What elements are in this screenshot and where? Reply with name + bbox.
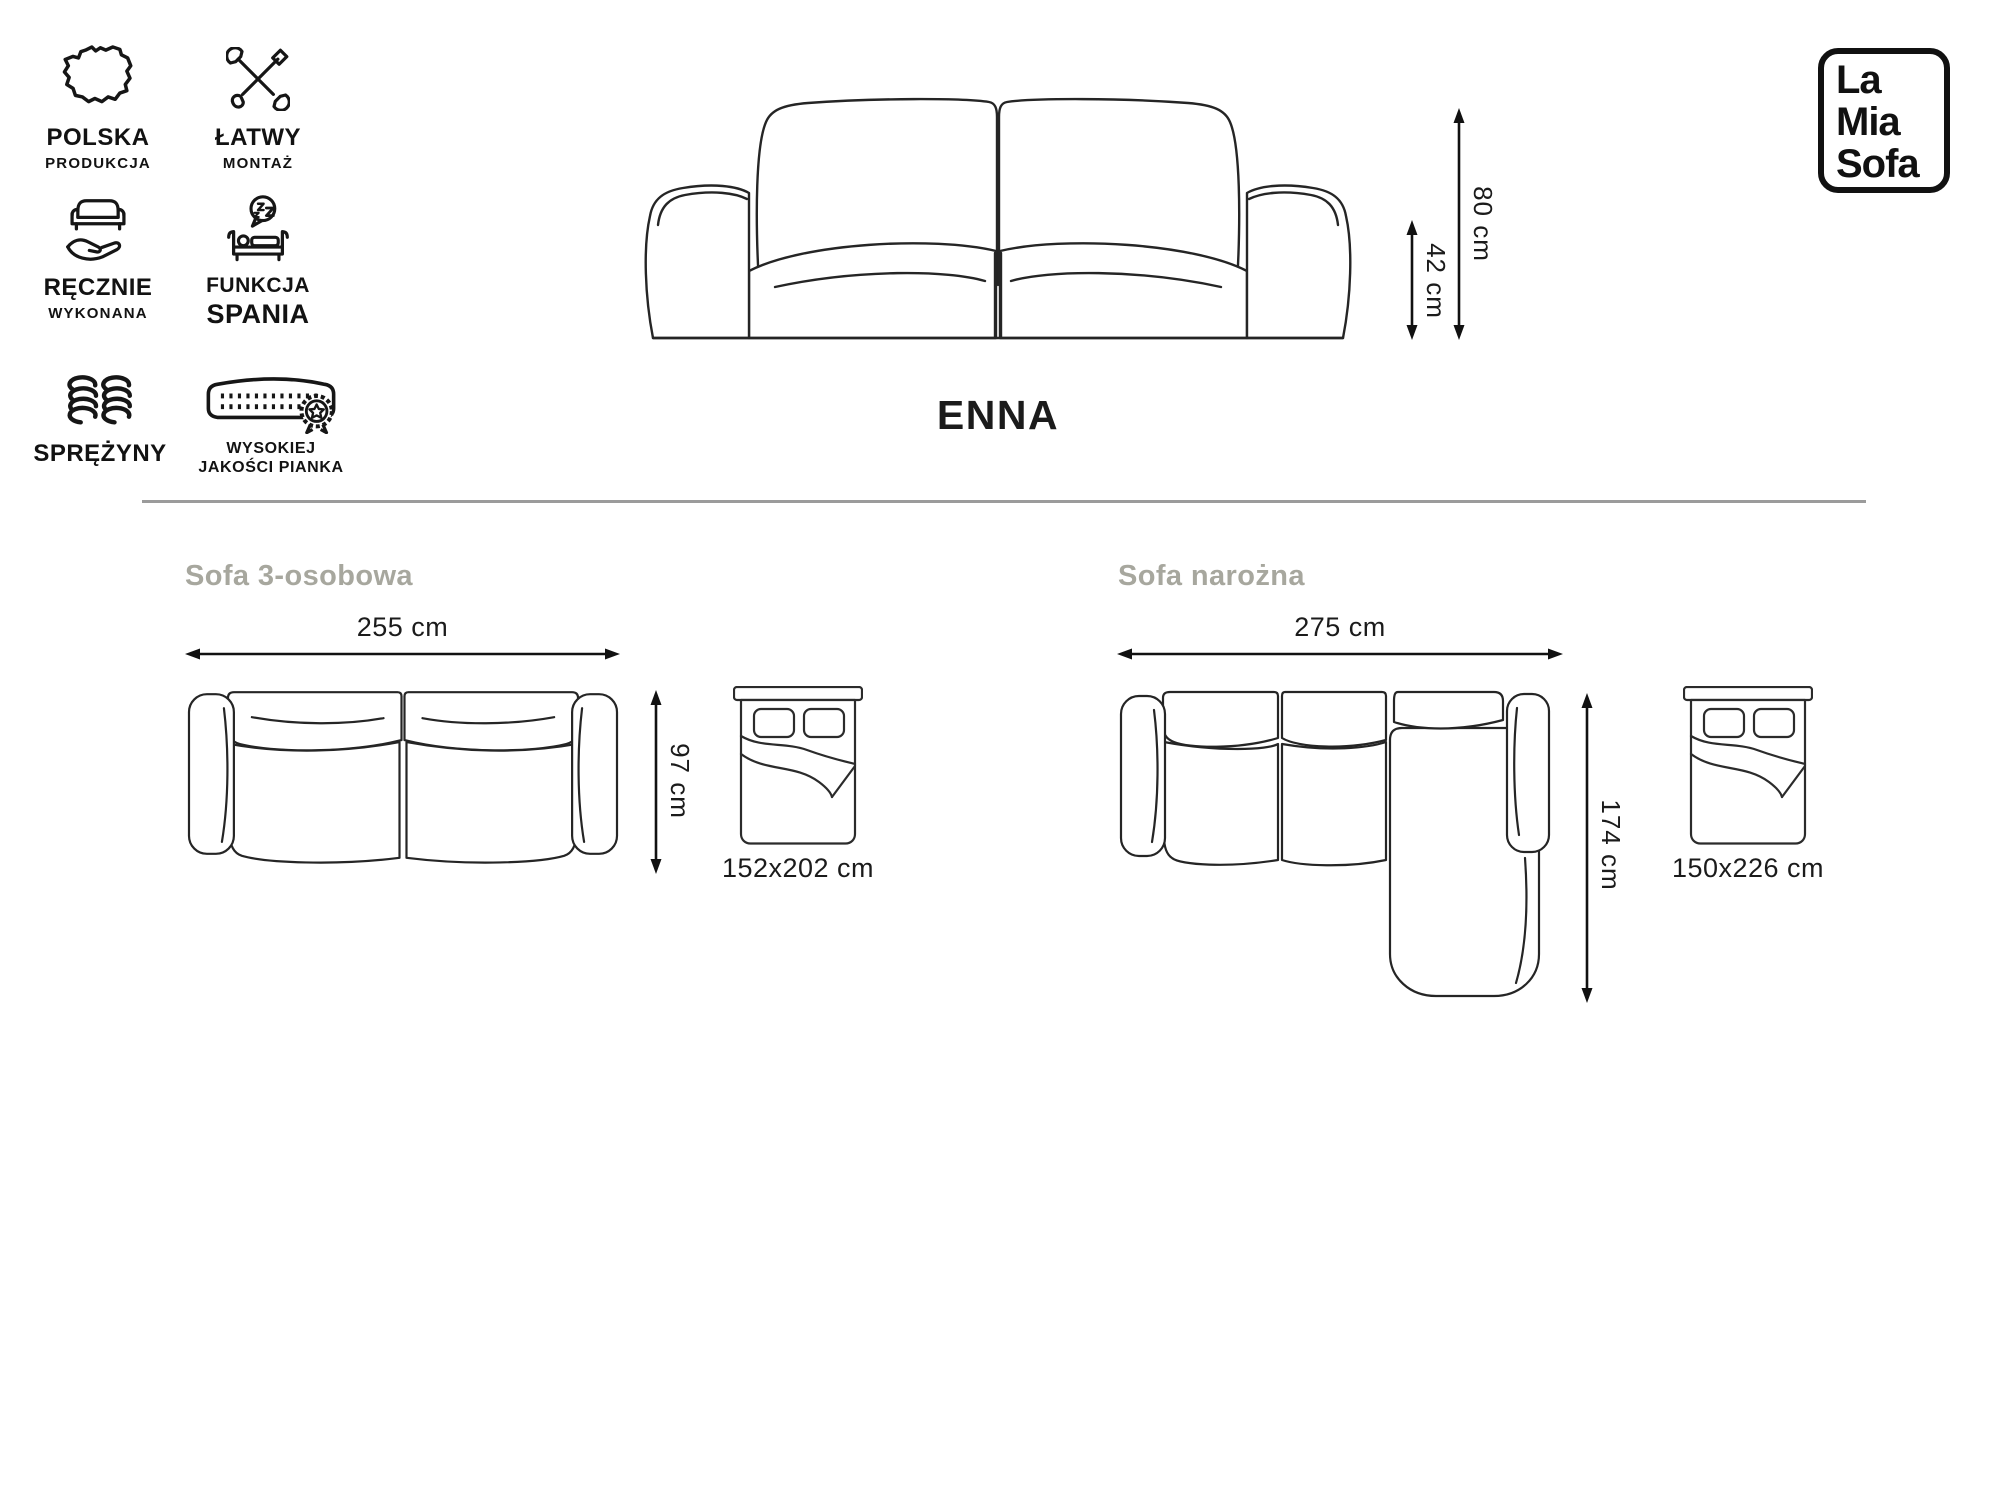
- sofa-hand-icon: [61, 194, 135, 268]
- seat-height-arrow: [1404, 220, 1420, 340]
- bed-size-label-corner: 150x226 cm: [1671, 853, 1825, 883]
- feature-label-primary: FUNKCJA: [206, 274, 310, 297]
- feature-label-primary: WYSOKIEJ: [226, 440, 316, 457]
- product-title: ENNA: [936, 392, 1060, 438]
- feature-recznie-wykonana: [8, 194, 188, 323]
- feature-latwy-montaz: [170, 40, 346, 173]
- sofa-front-view-drawing: [633, 85, 1363, 347]
- corner-sofa-top-view-drawing: [1118, 690, 1565, 1002]
- corner-width-label: 275 cm: [1294, 612, 1386, 642]
- section-divider: [142, 500, 1866, 503]
- feature-label-primary: SPRĘŻYNY: [33, 440, 167, 467]
- section-title-corner: Sofa narożna: [1118, 560, 1305, 592]
- brand-logo: [1818, 48, 1950, 193]
- feature-polska-produkcja: [8, 40, 188, 173]
- feature-pianka: [158, 374, 384, 477]
- section-title-three-seater: Sofa 3-osobowa: [185, 560, 413, 592]
- bed-size-drawing-three-seater: [733, 686, 863, 846]
- feature-label-secondary: WYKONANA: [48, 305, 148, 322]
- corner-depth-arrow: [1579, 693, 1595, 1003]
- feature-label-primary: RĘCZNIE: [43, 274, 153, 301]
- total-height-arrow: [1451, 108, 1467, 340]
- feature-label-secondary: JAKOŚCI PIANKA: [198, 459, 344, 476]
- bed-size-drawing-corner: [1683, 686, 1813, 846]
- brand-line-3: Sofa: [1836, 142, 1919, 186]
- springs-icon: [63, 372, 137, 434]
- corner-depth-label: 174 cm: [1596, 799, 1626, 891]
- brand-line-1: La: [1836, 58, 1881, 102]
- feature-label-secondary: SPANIA: [206, 299, 310, 329]
- seat-height-label: 42 cm: [1421, 243, 1451, 319]
- sleeping-icon: [223, 194, 293, 268]
- three-seater-depth-arrow: [648, 690, 664, 874]
- total-height-label: 80 cm: [1468, 186, 1498, 262]
- three-seater-depth-label: 97 cm: [665, 743, 695, 819]
- three-seater-width-arrow: [185, 646, 620, 662]
- feature-funkcja-spania: [170, 194, 346, 329]
- feature-label-primary: ŁATWY: [214, 124, 302, 151]
- brand-line-2: Mia: [1836, 100, 1900, 144]
- bed-size-label-three-seater: 152x202 cm: [721, 853, 875, 883]
- feature-label-primary: POLSKA: [46, 124, 150, 151]
- poland-map-icon: [59, 40, 137, 118]
- foam-badge-icon: [203, 374, 339, 434]
- corner-width-arrow: [1117, 646, 1563, 662]
- feature-label-secondary: MONTAŻ: [222, 155, 294, 172]
- three-seater-width-label: 255 cm: [356, 612, 449, 642]
- tools-icon: [226, 40, 290, 118]
- feature-label-secondary: PRODUKCJA: [45, 155, 151, 172]
- three-seater-top-view-drawing: [186, 690, 620, 872]
